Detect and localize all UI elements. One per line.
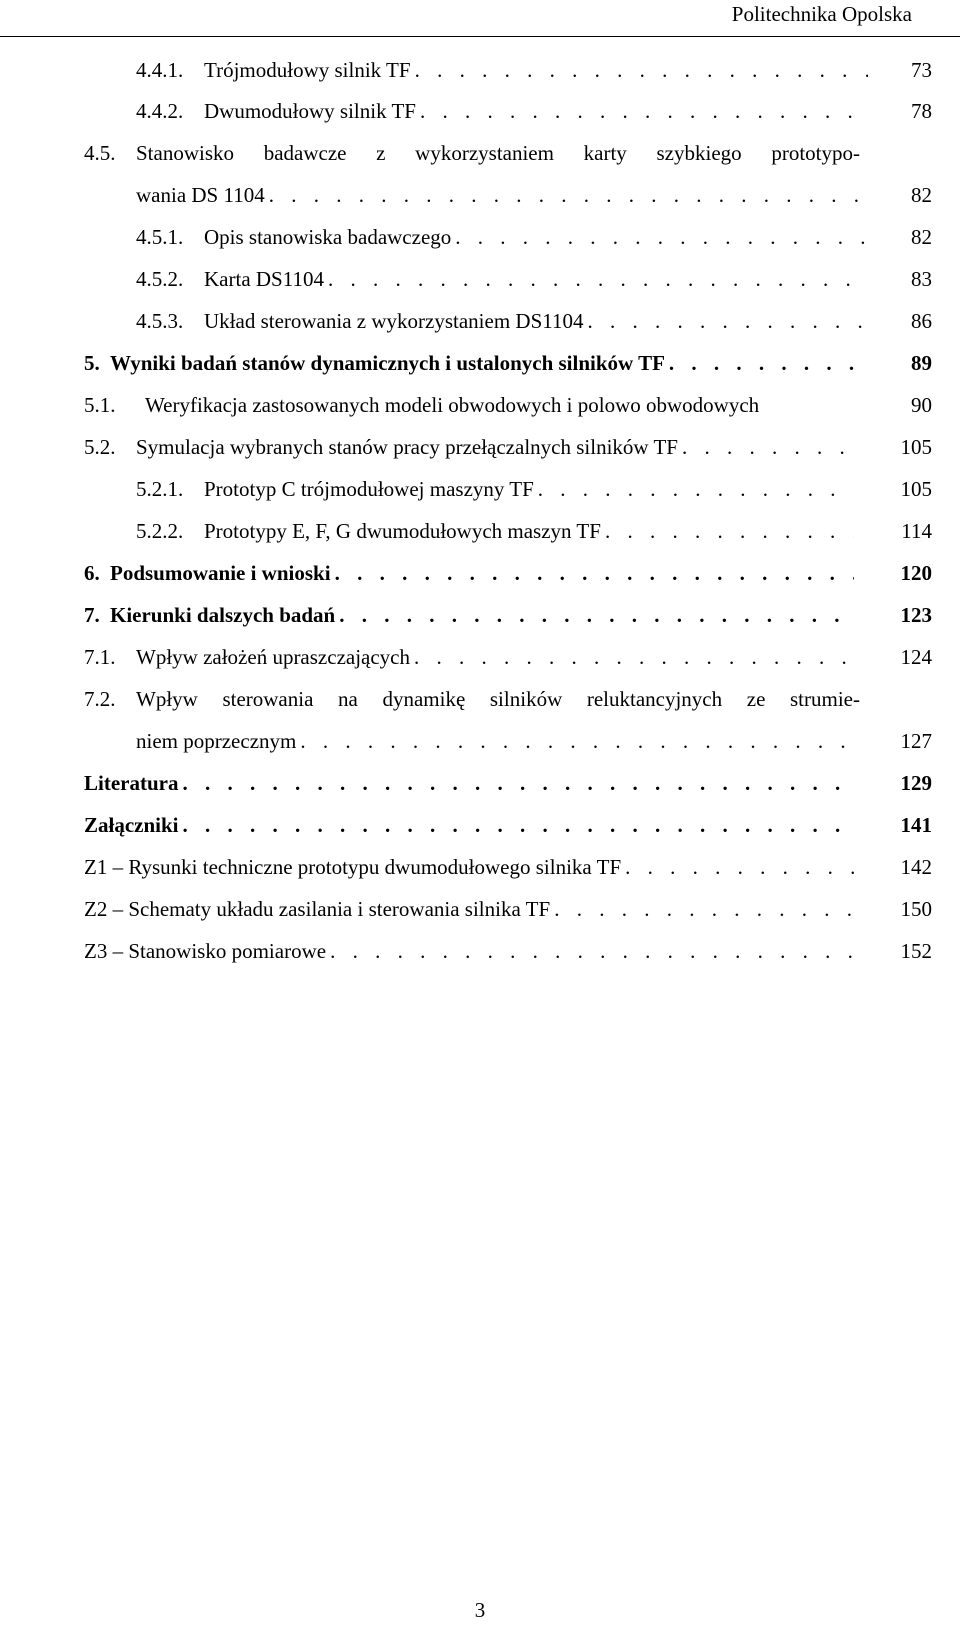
toc-number: 5.2.2. — [136, 519, 184, 543]
toc-leader — [678, 432, 854, 462]
toc-title: Dwumodułowy silnik TF — [204, 99, 416, 123]
toc-leader — [621, 852, 854, 882]
toc-title: Układ sterowania z wykorzystaniem DS1104 — [204, 309, 584, 333]
toc-page: 90 — [911, 393, 932, 417]
toc-entry-7-1[interactable] — [0, 642, 960, 672]
toc-entry-4-4-1[interactable] — [0, 55, 960, 85]
toc-number: 4.4.1. — [136, 58, 184, 82]
toc-page: 105 — [900, 435, 932, 459]
toc-title: Kierunki dalszych badań — [110, 603, 336, 627]
toc-page: 105 — [900, 477, 932, 501]
toc-leader — [411, 55, 868, 85]
toc-number: 5. — [84, 351, 100, 375]
toc-entry-5[interactable] — [0, 348, 960, 378]
toc-page: 73 — [911, 58, 932, 82]
page-header — [0, 0, 960, 37]
toc-entry-5-2-2[interactable] — [0, 516, 960, 546]
toc-title: Prototyp C trójmodułowej maszyny TF — [204, 477, 534, 501]
toc-entry-literatura[interactable] — [0, 768, 960, 798]
toc-entry-z1[interactable] — [0, 852, 960, 882]
toc-title: Z2 – Schematy układu zasilania i sterowania silnika TF — [84, 897, 551, 921]
toc-entry-5-1[interactable] — [0, 390, 960, 420]
toc-number: 5.2.1. — [136, 477, 184, 501]
toc-title-line1: Wpływ sterowania na dynamikę silników reluktancyjnych ze strumie- — [136, 687, 860, 711]
toc-leader — [550, 894, 854, 924]
toc-number: 7. — [84, 603, 100, 627]
toc-leader — [179, 810, 854, 840]
toc-leader — [335, 600, 854, 630]
toc-page: 141 — [900, 813, 932, 837]
toc-number: 7.1. — [84, 645, 116, 669]
toc-title: Wpływ założeń upraszczających — [136, 645, 411, 669]
toc-number: 4.5. — [84, 141, 116, 165]
toc-leader — [665, 348, 868, 378]
toc-title: Z3 – Stanowisko pomiarowe — [84, 939, 327, 963]
toc-page: 89 — [911, 351, 932, 375]
toc-leader — [534, 474, 854, 504]
toc-entry-4-5-line1[interactable] — [0, 138, 960, 168]
toc-leader — [326, 936, 854, 966]
toc-leader — [451, 222, 868, 252]
toc-title: wania DS 1104 — [136, 183, 265, 207]
toc-number: 6. — [84, 561, 100, 585]
page-number: 3 — [474, 1598, 486, 1622]
toc-page: 142 — [900, 855, 932, 879]
toc-title: Weryfikacja zastosowanych modeli obwodowych i polowo obwodowych — [145, 393, 760, 417]
toc-page: 78 — [911, 99, 932, 123]
toc-leader — [416, 96, 868, 126]
toc-page: 114 — [901, 519, 932, 543]
toc-title: Literatura — [84, 771, 179, 795]
toc-number: 7.2. — [84, 687, 116, 711]
toc-page: 123 — [900, 603, 932, 627]
toc-entry-6[interactable] — [0, 558, 960, 588]
toc-number: 4.4.2. — [136, 99, 184, 123]
toc-number: 4.5.3. — [136, 309, 184, 333]
toc-leader — [410, 642, 854, 672]
toc-entry-7-2[interactable] — [0, 726, 960, 756]
toc-page: 83 — [911, 267, 932, 291]
toc-title: Symulacja wybranych stanów pracy przełączalnych silników TF — [136, 435, 678, 459]
toc-leader — [178, 768, 854, 798]
toc-leader — [601, 516, 854, 546]
toc-page: 82 — [911, 225, 932, 249]
toc-entry-z2[interactable] — [0, 894, 960, 924]
toc-entry-4-5-2[interactable] — [0, 264, 960, 294]
toc-page: 86 — [911, 309, 932, 333]
toc-title: Podsumowanie i wnioski — [110, 561, 331, 585]
toc-leader — [296, 726, 854, 756]
toc-entry-z3[interactable] — [0, 936, 960, 966]
toc-page: 150 — [900, 897, 932, 921]
toc-entry-4-4-2[interactable] — [0, 96, 960, 126]
toc-number: 5.2. — [84, 435, 116, 459]
toc-title: Załączniki — [84, 813, 179, 837]
toc-page: 120 — [900, 561, 932, 585]
toc-page: 129 — [900, 771, 932, 795]
toc-title: niem poprzecznym — [136, 729, 297, 753]
toc-title: Karta DS1104 — [204, 267, 324, 291]
toc-page: 124 — [900, 645, 932, 669]
toc-title: Z1 – Rysunki techniczne prototypu dwumodułowego silnika TF — [84, 855, 622, 879]
header-title: Politechnika Opolska — [731, 2, 912, 26]
toc-title: Trójmodułowy silnik TF — [204, 58, 411, 82]
toc-entry-zalaczniki[interactable] — [0, 810, 960, 840]
toc-entry-5-2-1[interactable] — [0, 474, 960, 504]
toc-entry-5-2[interactable] — [0, 432, 960, 462]
toc-entry-7-2-line1[interactable] — [0, 684, 960, 714]
toc-leader — [331, 558, 854, 588]
toc-number: 5.1. — [84, 393, 116, 417]
toc-title: Prototypy E, F, G dwumodułowych maszyn TF — [204, 519, 601, 543]
toc-number: 4.5.1. — [136, 225, 184, 249]
toc-page: 127 — [900, 729, 932, 753]
toc-title: Wyniki badań stanów dynamicznych i ustalonych silników TF — [110, 351, 665, 375]
toc-page: 82 — [911, 183, 932, 207]
toc-number: 4.5.2. — [136, 267, 184, 291]
toc-page: 152 — [900, 939, 932, 963]
toc-leader — [583, 306, 868, 336]
toc-leader — [324, 264, 868, 294]
toc-entry-7[interactable] — [0, 600, 960, 630]
toc-leader — [265, 180, 868, 210]
toc-entry-4-5[interactable] — [0, 180, 960, 210]
toc-entry-4-5-1[interactable] — [0, 222, 960, 252]
toc-entry-4-5-3[interactable] — [0, 306, 960, 336]
toc-title-line1: Stanowisko badawcze z wykorzystaniem karty szybkiego prototypo- — [136, 141, 860, 165]
toc-title: Opis stanowiska badawczego — [204, 225, 452, 249]
